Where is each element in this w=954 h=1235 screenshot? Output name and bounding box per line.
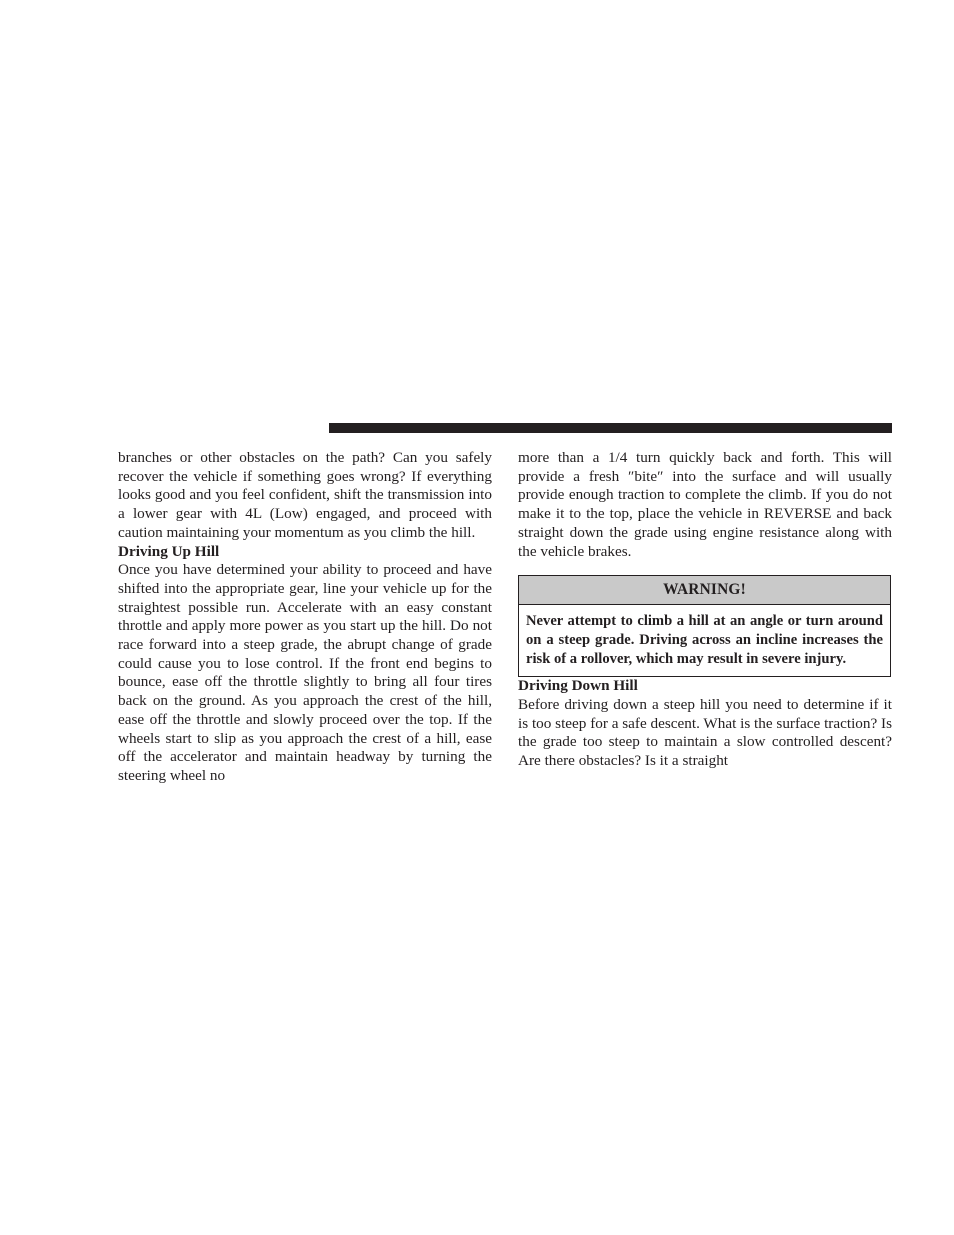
right-column [518, 449, 892, 771]
left-column [118, 449, 492, 786]
driving-up-hill-heading: Driving Up Hill [118, 542, 220, 560]
header-rule [329, 423, 892, 433]
intro-paragraph: branches or other obstacles on the path? Can you safely recover the vehicle if something goes wrong? If everything looks good and you feel confident, shift the transmission into a lower gear with 4L (Low) engaged, and proceed with caution maintaining your momentum as you climb the hill. [118, 449, 492, 541]
driving-up-hill-body: Once you have determined your ability to proceed and have shifted into the appropriate gear, line your vehicle up for the straightest possible run. Accelerate with an easy constant throttle and apply more power as you start up the hill. Do not race forward into a steep grade, the abrupt change of grade could cause you to lose control. If the front end begins to bounce, ease off the throttle slightly to bring all four tires back on the ground. As you approach the crest of the hill, ease off the throttle and slowly proceed over the top. If the wheels start to slip as you approach the crest of a hill, ease off the accelerator and maintain headway by turning the steering wheel no [118, 561, 492, 784]
warning-body: Never attempt to climb a hill at an angle or turn around on a steep grade. Driving across an incline increases the risk of a rollover, which may result in severe injury. [526, 613, 883, 667]
continuation-paragraph: more than a 1/4 turn quickly back and forth. This will provide a fresh ″bite″ into the surface and will usually provide enough traction to complete the climb. If you do not make it to the top, place the vehicle in REVERSE and back straight down the grade using engine resistance along with the vehicle brakes. [518, 449, 892, 560]
warning-title: WARNING! [519, 576, 890, 605]
driving-down-hill-heading: Driving Down Hill [518, 677, 638, 695]
warning-box [518, 575, 891, 677]
driving-down-hill-body: Before driving down a steep hill you need to determine if it is too steep for a safe descent. What is the surface traction? Is the grade too steep to maintain a slow controlled descent? Are there obstacles? Is it a straight [518, 696, 892, 770]
